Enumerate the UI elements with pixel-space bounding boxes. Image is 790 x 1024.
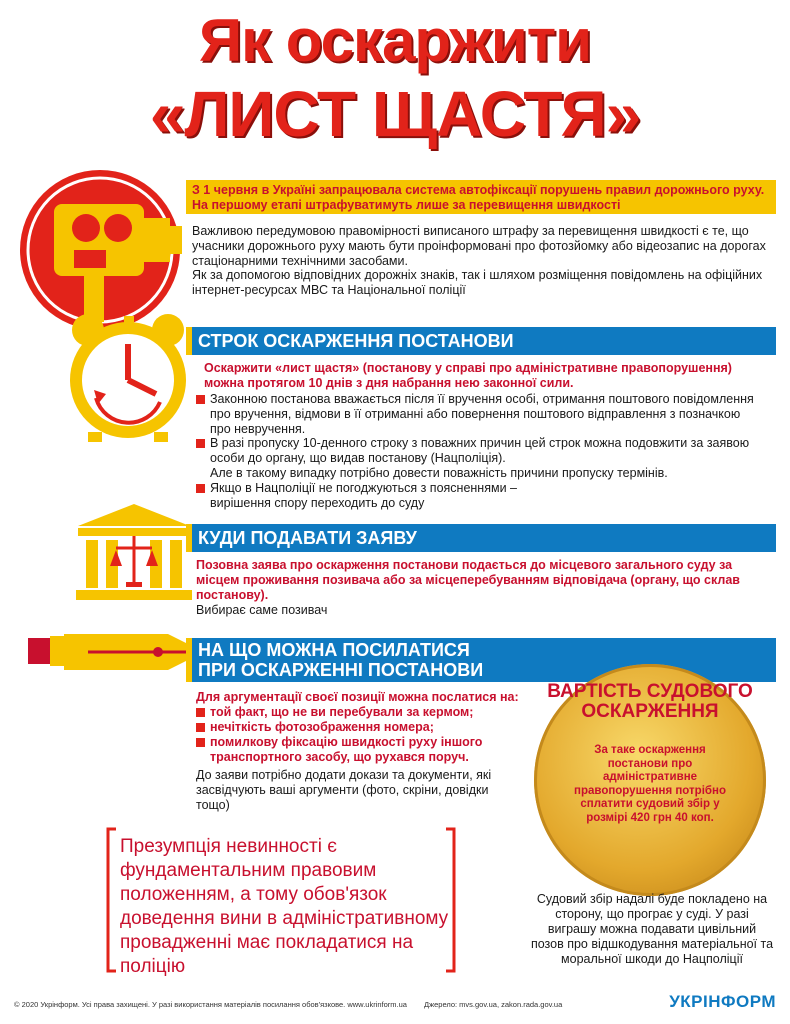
section3-bullet-2 bbox=[196, 720, 526, 735]
intro-paragraph-1: Важливою передумовою правомірності виписаного штрафу за перевищення швидкості є те, що учасники дорожнього руху мають бути проінформовані про фотозйомку або відеозапис на дорогах стаціонарними технічними засобами. bbox=[192, 224, 766, 268]
seal-title: ВАРТІСТЬ СУДОВОГО ОСКАРЖЕННЯ bbox=[547, 681, 753, 722]
bullet-text: нечіткість фотозображення номера; bbox=[210, 720, 434, 734]
ukrinform-logo: УКРІНФОРМ bbox=[669, 992, 776, 1011]
bullet-marker-icon bbox=[196, 738, 205, 747]
left-bracket-icon bbox=[106, 827, 118, 973]
alarm-clock-icon bbox=[64, 308, 194, 444]
bullet-marker-icon bbox=[196, 395, 205, 404]
section1-bullet-1 bbox=[196, 392, 764, 437]
intro-paragraph-2: Як за допомогою відповідних дорожніх знаків, так і шляхом розміщення повідомлень на офіційних інтернет-ресурсах МВС та Національної поліції bbox=[192, 268, 763, 297]
section2-heading: КУДИ ПОДАВАТИ ЗАЯВУ bbox=[198, 528, 417, 548]
courthouse-icon bbox=[72, 500, 196, 604]
section3-heading-line2: ПРИ ОСКАРЖЕННІ ПОСТАНОВИ bbox=[198, 660, 484, 680]
section1-lead: Оскаржити «лист щастя» (постанову у справі про адміністративне правопорушення) можна протягом 10 днів з дня набрання нею законної сили. bbox=[204, 361, 732, 390]
intro-highlight: З 1 червня в Україні запрацювала система автофіксації порушень правил дорожнього руху. На першому етапі штрафуватимуть лише за перевищення швидкості bbox=[192, 183, 765, 212]
quote-text: Презумпція невинності є фундаментальним правовим положенням, а тому обов'язок доведення вини в адміністративному провадженні має покладатися на поліцію bbox=[120, 836, 449, 977]
bullet-text: Законною постанова вважається після її вручення особі, отримання поштового повідомлення про вручення, відмови в її отриманні або повернення поштового відправлення з позначкою про невручення. bbox=[210, 392, 754, 436]
quote-box bbox=[106, 827, 456, 977]
page-title-line1: Як оскаржити bbox=[198, 7, 591, 74]
bullet-marker-icon bbox=[196, 484, 205, 493]
bullet-marker-icon bbox=[196, 708, 205, 717]
section3-bullet-1 bbox=[196, 705, 526, 720]
bullet-marker-icon bbox=[196, 723, 205, 732]
section3-heading-line1: НА ЩО МОЖНА ПОСИЛАТИСЯ bbox=[198, 640, 470, 660]
footer-copyright: © 2020 Укрінформ. Усі права захищені. У разі використання матеріалів посилання обов'язкове. www.ukrinform.ua bbox=[14, 1000, 407, 1009]
page-title-line2: «ЛИСТ ЩАСТЯ» bbox=[149, 78, 641, 150]
section1-note: Але в такому випадку потрібно довести поважність причини пропуску термінів. bbox=[210, 466, 668, 480]
bullet-marker-icon bbox=[196, 439, 205, 448]
section1-heading: СТРОК ОСКАРЖЕННЯ ПОСТАНОВИ bbox=[198, 331, 514, 351]
bullet-text: Якщо в Нацполіції не погоджуються з поясненнями – вирішення спору переходить до суду bbox=[210, 481, 517, 510]
section2-note: Вибирає саме позивач bbox=[196, 603, 328, 617]
cost-seal bbox=[534, 664, 766, 896]
footer-sources: Джерело: mvs.gov.ua, zakon.rada.gov.ua bbox=[424, 1000, 563, 1009]
section3-note: До заяви потрібно додати докази та документи, які засвідчують ваші аргументи (фото, скріни, довідки тощо) bbox=[196, 768, 492, 812]
section1-bullet-3 bbox=[196, 481, 556, 511]
seal-body: За таке оскарження постанови про адміністративне правопорушення потрібно сплатити судовий збір у розмірі 420 грн 40 коп. bbox=[574, 744, 726, 824]
bullet-text: помилкову фіксацію швидкості руху іншого транспортного засобу, що рухався поруч. bbox=[210, 735, 483, 764]
bullet-text: В разі пропуску 10-денного строку з поважних причин цей строк можна подовжити за заявою особи до органу, що видав постанову (Нацполіція). bbox=[210, 436, 750, 465]
bullet-text: той факт, що не ви перебували за кермом; bbox=[210, 705, 474, 719]
section3-bullet-3 bbox=[196, 735, 541, 765]
section3-lead: Для аргументації своєї позиції можна послатися на: bbox=[196, 690, 519, 704]
section1-bullet-2 bbox=[196, 436, 764, 466]
side-note: Судовий збір надалі буде покладено на сторону, що програє у суді. У разі виграшу можна подавати цивільний позов про відшкодування матеріальної та моральної шкоди до Нацполіції bbox=[530, 892, 774, 966]
section2-lead: Позовна заява про оскарження постанови подається до місцевого загального суду за місцем проживання позивача або за місцеперебуванням відповідача (органу, що склав постанову). bbox=[196, 558, 740, 602]
fountain-pen-icon bbox=[28, 624, 206, 680]
